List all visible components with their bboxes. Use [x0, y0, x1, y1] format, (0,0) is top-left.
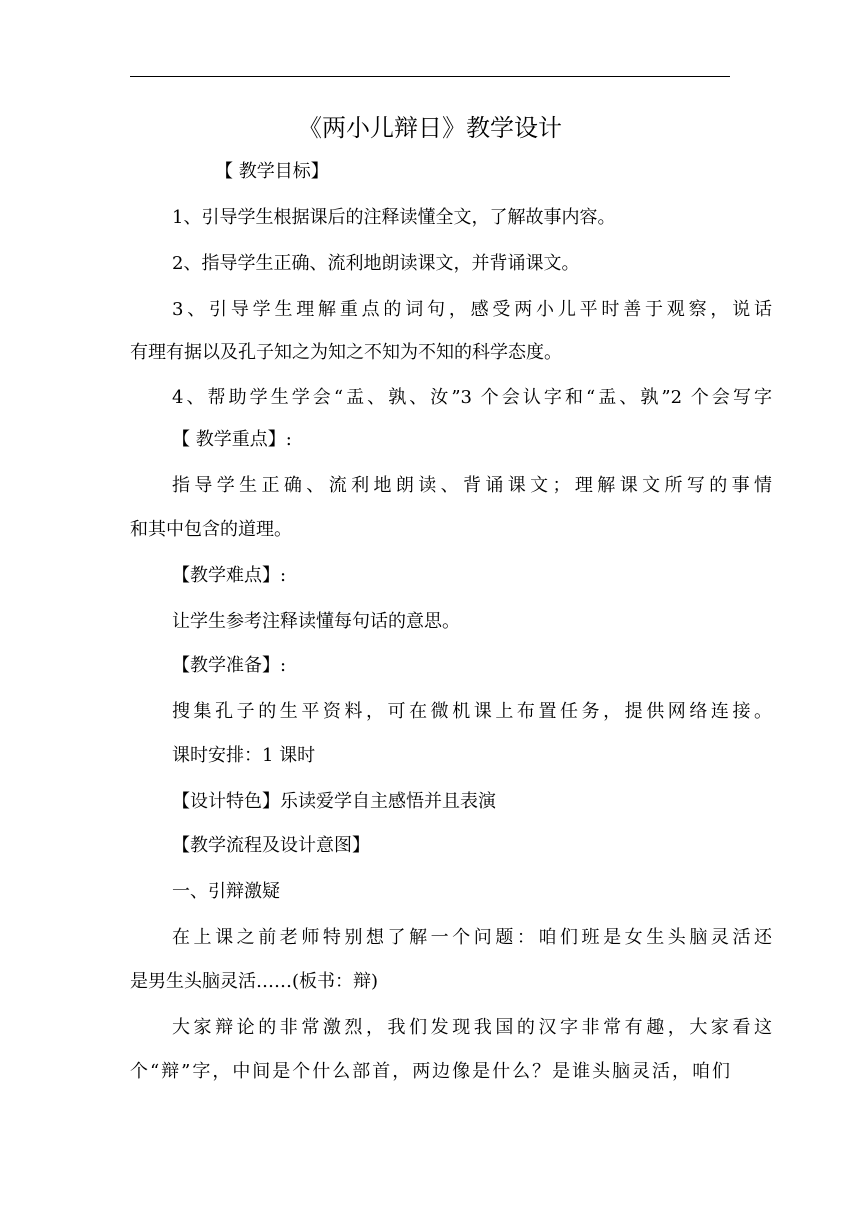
preparation-line-1: 搜集孔子的生平资料，可在微机课上布置任务，提供网络连接。 — [172, 701, 772, 722]
section-1-para-1-line-2: 是男生头脑灵活……(板书：辩) — [130, 971, 379, 992]
objective-item-3-line-2: 有理有据以及孔子知之为知之不知为不知的科学态度。 — [130, 342, 562, 363]
objective-item-4: 4、帮助学生学会“盂、孰、汝”3 个会认字和“盂、孰”2 个会写字 — [172, 387, 772, 408]
section-1-heading: 一、引辩激疑 — [172, 881, 280, 902]
process-heading: 【教学流程及设计意图】 — [172, 835, 370, 856]
objective-item-3-line-1: 3、引导学生理解重点的词句，感受两小儿平时善于观察，说话 — [172, 299, 772, 320]
section-1-para-1-line-1: 在上课之前老师特别想了解一个问题：咱们班是女生头脑灵活还 — [172, 927, 772, 948]
key-points-line-2: 和其中包含的道理。 — [130, 519, 292, 540]
section-1-para-2-line-2: 个“辩”字，中间是个什么部首，两边像是什么？是谁头脑灵活，咱们 — [130, 1061, 730, 1082]
objective-item-2: 2、指导学生正确、流利地朗读课文，并背诵课文。 — [172, 253, 580, 274]
section-1-para-2-line-1: 大家辩论的非常激烈，我们发现我国的汉字非常有趣，大家看这 — [172, 1017, 772, 1038]
difficulties-line-1: 让学生参考注释读懂每句话的意思。 — [172, 611, 460, 632]
difficulties-heading: 【教学难点】: — [172, 565, 287, 586]
key-points-line-1: 指导学生正确、流利地朗读、背诵课文；理解课文所写的事情 — [172, 475, 772, 496]
objective-item-1: 1、引导学生根据课后的注释读懂全文，了解故事内容。 — [172, 207, 616, 228]
objectives-heading: 【 教学目标】 — [215, 161, 329, 182]
schedule-line: 课时安排：1 课时 — [172, 745, 316, 766]
document-title: 《两小儿辩日》教学设计 — [298, 114, 562, 142]
features-line: 【设计特色】乐读爱学自主感悟并且表演 — [172, 791, 496, 812]
key-points-heading: 【 教学重点】: — [172, 429, 292, 450]
header-rule — [130, 76, 730, 77]
preparation-heading: 【教学准备】: — [172, 655, 287, 676]
